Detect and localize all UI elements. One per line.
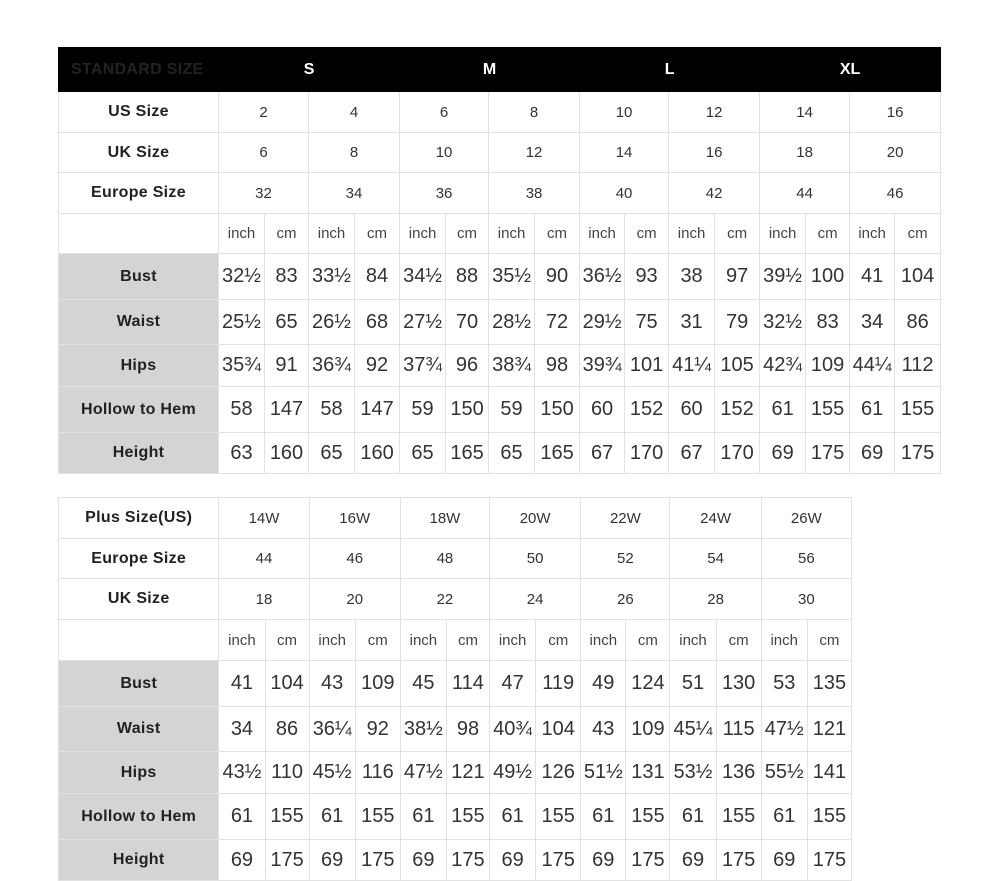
- plus-measure-value: 47½: [761, 707, 807, 752]
- measure-value: 68: [355, 300, 400, 345]
- measure-value: 65: [400, 433, 446, 474]
- plus-measure-value: 116: [355, 752, 400, 794]
- plus-size-value: 52: [581, 539, 670, 579]
- measure-value: 32½: [760, 300, 806, 345]
- measure-value: 91: [265, 345, 309, 387]
- measure-value: 26½: [309, 300, 355, 345]
- unit-cm: cm: [625, 214, 669, 254]
- plus-measure-value: 86: [265, 707, 309, 752]
- measure-value: 70: [446, 300, 489, 345]
- measure-value: 152: [715, 387, 760, 433]
- plus-measure-value: 51: [670, 661, 716, 707]
- measure-value: 58: [309, 387, 355, 433]
- measure-value: 155: [806, 387, 850, 433]
- plus-size-value: 46: [309, 539, 400, 579]
- plus-size-row: [59, 579, 852, 620]
- measure-value: 41: [850, 254, 895, 300]
- measure-value: 67: [580, 433, 625, 474]
- measure-value: 39¾: [580, 345, 625, 387]
- size-value: 14: [760, 92, 850, 133]
- plus-measure-value: 49½: [490, 752, 536, 794]
- plus-size-value: 16W: [309, 498, 400, 539]
- measure-value: 175: [895, 433, 941, 474]
- unit-cm: cm: [535, 214, 580, 254]
- size-row: [59, 92, 941, 133]
- size-value: 14: [580, 133, 669, 173]
- plus-size-value: 26W: [761, 498, 851, 539]
- measure-value: 63: [219, 433, 265, 474]
- plus-size-value: 48: [400, 539, 489, 579]
- size-value: 12: [669, 92, 760, 133]
- size-value: 32: [219, 173, 309, 214]
- plus-measure-value: 36¼: [309, 707, 355, 752]
- plus-measure-value: 175: [626, 840, 670, 881]
- measure-value: 75: [625, 300, 669, 345]
- measure-value: 44¼: [850, 345, 895, 387]
- unit-cm: cm: [265, 620, 309, 661]
- plus-measure-row: [59, 794, 852, 840]
- plus-measure-value: 61: [219, 794, 265, 840]
- plus-measure-row: [59, 707, 852, 752]
- size-row: [59, 133, 941, 173]
- plus-unit-row-blank: [59, 620, 219, 661]
- plus-measure-value: 109: [355, 661, 400, 707]
- measure-value: 88: [446, 254, 489, 300]
- plus-measure-value: 124: [626, 661, 670, 707]
- plus-measure-row: [59, 752, 852, 794]
- measure-row: [59, 387, 941, 433]
- measure-value: 97: [715, 254, 760, 300]
- measure-value: 42¾: [760, 345, 806, 387]
- plus-size-value: 24W: [670, 498, 761, 539]
- measure-value: 155: [895, 387, 941, 433]
- plus-measure-value: 175: [716, 840, 761, 881]
- plus-measure-value: 104: [265, 661, 309, 707]
- measure-value: 92: [355, 345, 400, 387]
- plus-measure-value: 126: [536, 752, 581, 794]
- plus-measure-value: 61: [490, 794, 536, 840]
- size-value: 16: [669, 133, 760, 173]
- measure-value: 147: [265, 387, 309, 433]
- size-value: 46: [850, 173, 941, 214]
- plus-size-value: 18: [219, 579, 309, 620]
- plus-size-row-label: Plus Size(US): [59, 498, 219, 539]
- unit-inch: inch: [580, 214, 625, 254]
- unit-row-blank: [59, 214, 219, 254]
- plus-measure-value: 61: [400, 794, 446, 840]
- size-value: 16: [850, 92, 941, 133]
- plus-size-value: 18W: [400, 498, 489, 539]
- unit-row: [59, 214, 941, 254]
- measure-value: 41¼: [669, 345, 715, 387]
- plus-measure-value: 92: [355, 707, 400, 752]
- measure-label: Hips: [59, 345, 219, 387]
- measure-value: 165: [535, 433, 580, 474]
- plus-measure-label: Height: [59, 840, 219, 881]
- measure-value: 170: [715, 433, 760, 474]
- measure-value: 65: [265, 300, 309, 345]
- plus-measure-value: 61: [670, 794, 716, 840]
- unit-cm: cm: [807, 620, 851, 661]
- measure-value: 96: [446, 345, 489, 387]
- measure-value: 59: [400, 387, 446, 433]
- measure-value: 165: [446, 433, 489, 474]
- measure-row: [59, 300, 941, 345]
- measure-value: 101: [625, 345, 669, 387]
- plus-measure-value: 53: [761, 661, 807, 707]
- size-value: 2: [219, 92, 309, 133]
- plus-measure-value: 155: [716, 794, 761, 840]
- plus-size-value: 14W: [219, 498, 309, 539]
- unit-cm: cm: [626, 620, 670, 661]
- plus-measure-value: 115: [716, 707, 761, 752]
- plus-size-value: 22W: [581, 498, 670, 539]
- measure-value: 160: [355, 433, 400, 474]
- measure-value: 65: [489, 433, 535, 474]
- measure-value: 67: [669, 433, 715, 474]
- plus-measure-value: 69: [581, 840, 626, 881]
- unit-cm: cm: [806, 214, 850, 254]
- measure-value: 98: [535, 345, 580, 387]
- unit-inch: inch: [400, 214, 446, 254]
- plus-measure-value: 69: [219, 840, 265, 881]
- measure-value: 150: [535, 387, 580, 433]
- measure-value: 90: [535, 254, 580, 300]
- plus-measure-value: 119: [536, 661, 581, 707]
- unit-cm: cm: [536, 620, 581, 661]
- measure-label: Waist: [59, 300, 219, 345]
- plus-measure-value: 109: [626, 707, 670, 752]
- measure-value: 34½: [400, 254, 446, 300]
- measure-value: 93: [625, 254, 669, 300]
- plus-measure-value: 104: [536, 707, 581, 752]
- measure-value: 61: [850, 387, 895, 433]
- plus-measure-value: 43: [309, 661, 355, 707]
- measure-value: 150: [446, 387, 489, 433]
- plus-measure-value: 175: [446, 840, 489, 881]
- plus-measure-value: 47: [490, 661, 536, 707]
- plus-measure-value: 43: [581, 707, 626, 752]
- size-value: 40: [580, 173, 669, 214]
- size-value: 34: [309, 173, 400, 214]
- plus-measure-value: 155: [265, 794, 309, 840]
- size-group-1: S: [219, 48, 400, 92]
- unit-cm: cm: [715, 214, 760, 254]
- plus-measure-value: 61: [761, 794, 807, 840]
- measure-value: 34: [850, 300, 895, 345]
- plus-measure-value: 45: [400, 661, 446, 707]
- standard-header-row: [59, 48, 941, 92]
- plus-measure-value: 43½: [219, 752, 265, 794]
- plus-measure-label: Hips: [59, 752, 219, 794]
- size-row: [59, 173, 941, 214]
- measure-value: 27½: [400, 300, 446, 345]
- measure-value: 170: [625, 433, 669, 474]
- measure-value: 84: [355, 254, 400, 300]
- size-group-2: M: [400, 48, 580, 92]
- plus-measure-label: Bust: [59, 661, 219, 707]
- measure-value: 152: [625, 387, 669, 433]
- measure-value: 83: [806, 300, 850, 345]
- size-value: 42: [669, 173, 760, 214]
- unit-inch: inch: [581, 620, 626, 661]
- size-value: 6: [219, 133, 309, 173]
- plus-measure-value: 110: [265, 752, 309, 794]
- unit-inch: inch: [669, 214, 715, 254]
- size-row-label: US Size: [59, 92, 219, 133]
- measure-value: 147: [355, 387, 400, 433]
- plus-measure-value: 45¼: [670, 707, 716, 752]
- measure-value: 35½: [489, 254, 535, 300]
- measure-row: [59, 345, 941, 387]
- size-value: 18: [760, 133, 850, 173]
- size-group-4: XL: [760, 48, 941, 92]
- plus-measure-value: 61: [581, 794, 626, 840]
- unit-inch: inch: [219, 214, 265, 254]
- plus-measure-value: 53½: [670, 752, 716, 794]
- plus-measure-value: 175: [355, 840, 400, 881]
- unit-cm: cm: [355, 214, 400, 254]
- size-row-label: UK Size: [59, 133, 219, 173]
- plus-measure-value: 131: [626, 752, 670, 794]
- standard-size-heading: STANDARD SIZE: [59, 48, 219, 92]
- unit-inch: inch: [400, 620, 446, 661]
- measure-label: Hollow to Hem: [59, 387, 219, 433]
- unit-inch: inch: [760, 214, 806, 254]
- plus-measure-value: 38½: [400, 707, 446, 752]
- measure-value: 39½: [760, 254, 806, 300]
- plus-measure-value: 114: [446, 661, 489, 707]
- unit-cm: cm: [895, 214, 941, 254]
- unit-cm: cm: [716, 620, 761, 661]
- plus-measure-value: 34: [219, 707, 265, 752]
- measure-value: 38¾: [489, 345, 535, 387]
- plus-size-value: 22: [400, 579, 489, 620]
- unit-inch: inch: [761, 620, 807, 661]
- plus-measure-value: 175: [807, 840, 851, 881]
- standard-size-table: [58, 47, 941, 474]
- measure-value: 36¾: [309, 345, 355, 387]
- plus-measure-value: 155: [626, 794, 670, 840]
- plus-size-value: 50: [490, 539, 581, 579]
- plus-size-value: 30: [761, 579, 851, 620]
- unit-inch: inch: [309, 214, 355, 254]
- measure-value: 175: [806, 433, 850, 474]
- unit-inch: inch: [850, 214, 895, 254]
- plus-measure-value: 175: [265, 840, 309, 881]
- plus-measure-row: [59, 661, 852, 707]
- measure-value: 58: [219, 387, 265, 433]
- plus-measure-value: 155: [536, 794, 581, 840]
- measure-label: Bust: [59, 254, 219, 300]
- measure-value: 59: [489, 387, 535, 433]
- measure-value: 65: [309, 433, 355, 474]
- measure-value: 160: [265, 433, 309, 474]
- measure-value: 32½: [219, 254, 265, 300]
- unit-cm: cm: [265, 214, 309, 254]
- measure-value: 86: [895, 300, 941, 345]
- plus-measure-value: 69: [670, 840, 716, 881]
- size-value: 4: [309, 92, 400, 133]
- unit-cm: cm: [446, 214, 489, 254]
- plus-size-value: 24: [490, 579, 581, 620]
- plus-size-value: 54: [670, 539, 761, 579]
- plus-measure-value: 130: [716, 661, 761, 707]
- measure-value: 105: [715, 345, 760, 387]
- measure-value: 25½: [219, 300, 265, 345]
- measure-value: 28½: [489, 300, 535, 345]
- plus-size-table: [58, 497, 852, 881]
- measure-value: 38: [669, 254, 715, 300]
- measure-value: 61: [760, 387, 806, 433]
- size-value: 10: [400, 133, 489, 173]
- unit-cm: cm: [355, 620, 400, 661]
- measure-value: 36½: [580, 254, 625, 300]
- plus-size-value: 26: [581, 579, 670, 620]
- measure-value: 72: [535, 300, 580, 345]
- plus-size-value: 20: [309, 579, 400, 620]
- plus-measure-value: 135: [807, 661, 851, 707]
- size-row-label: Europe Size: [59, 173, 219, 214]
- plus-measure-label: Hollow to Hem: [59, 794, 219, 840]
- plus-measure-value: 41: [219, 661, 265, 707]
- plus-measure-value: 155: [807, 794, 851, 840]
- measure-row: [59, 433, 941, 474]
- measure-value: 112: [895, 345, 941, 387]
- size-value: 6: [400, 92, 489, 133]
- plus-measure-value: 69: [400, 840, 446, 881]
- measure-value: 69: [850, 433, 895, 474]
- measure-label: Height: [59, 433, 219, 474]
- plus-measure-value: 141: [807, 752, 851, 794]
- measure-value: 29½: [580, 300, 625, 345]
- size-value: 44: [760, 173, 850, 214]
- plus-measure-value: 55½: [761, 752, 807, 794]
- unit-inch: inch: [670, 620, 716, 661]
- plus-measure-label: Waist: [59, 707, 219, 752]
- plus-measure-value: 155: [446, 794, 489, 840]
- plus-measure-value: 98: [446, 707, 489, 752]
- measure-value: 109: [806, 345, 850, 387]
- plus-measure-value: 155: [355, 794, 400, 840]
- plus-measure-value: 47½: [400, 752, 446, 794]
- plus-size-row-label: Europe Size: [59, 539, 219, 579]
- plus-size-row-label: UK Size: [59, 579, 219, 620]
- plus-measure-value: 69: [309, 840, 355, 881]
- measure-row: [59, 254, 941, 300]
- measure-value: 60: [580, 387, 625, 433]
- plus-size-value: 20W: [490, 498, 581, 539]
- plus-measure-value: 61: [309, 794, 355, 840]
- plus-measure-value: 40¾: [490, 707, 536, 752]
- plus-measure-value: 136: [716, 752, 761, 794]
- plus-measure-value: 69: [490, 840, 536, 881]
- plus-size-value: 28: [670, 579, 761, 620]
- size-value: 10: [580, 92, 669, 133]
- measure-value: 79: [715, 300, 760, 345]
- unit-inch: inch: [219, 620, 265, 661]
- measure-value: 83: [265, 254, 309, 300]
- plus-unit-row: [59, 620, 852, 661]
- size-value: 8: [489, 92, 580, 133]
- measure-value: 100: [806, 254, 850, 300]
- size-value: 12: [489, 133, 580, 173]
- size-group-3: L: [580, 48, 760, 92]
- unit-inch: inch: [309, 620, 355, 661]
- size-value: 36: [400, 173, 489, 214]
- plus-measure-row: [59, 840, 852, 881]
- plus-measure-value: 175: [536, 840, 581, 881]
- measure-value: 33½: [309, 254, 355, 300]
- plus-size-row: [59, 539, 852, 579]
- plus-measure-value: 121: [446, 752, 489, 794]
- plus-measure-value: 49: [581, 661, 626, 707]
- measure-value: 69: [760, 433, 806, 474]
- plus-measure-value: 69: [761, 840, 807, 881]
- plus-measure-value: 45½: [309, 752, 355, 794]
- plus-measure-value: 121: [807, 707, 851, 752]
- size-value: 38: [489, 173, 580, 214]
- unit-cm: cm: [446, 620, 489, 661]
- plus-size-row: [59, 498, 852, 539]
- unit-inch: inch: [489, 214, 535, 254]
- plus-size-value: 56: [761, 539, 851, 579]
- measure-value: 60: [669, 387, 715, 433]
- plus-measure-value: 51½: [581, 752, 626, 794]
- measure-value: 35¾: [219, 345, 265, 387]
- size-value: 20: [850, 133, 941, 173]
- measure-value: 104: [895, 254, 941, 300]
- measure-value: 31: [669, 300, 715, 345]
- size-value: 8: [309, 133, 400, 173]
- plus-size-value: 44: [219, 539, 309, 579]
- unit-inch: inch: [490, 620, 536, 661]
- measure-value: 37¾: [400, 345, 446, 387]
